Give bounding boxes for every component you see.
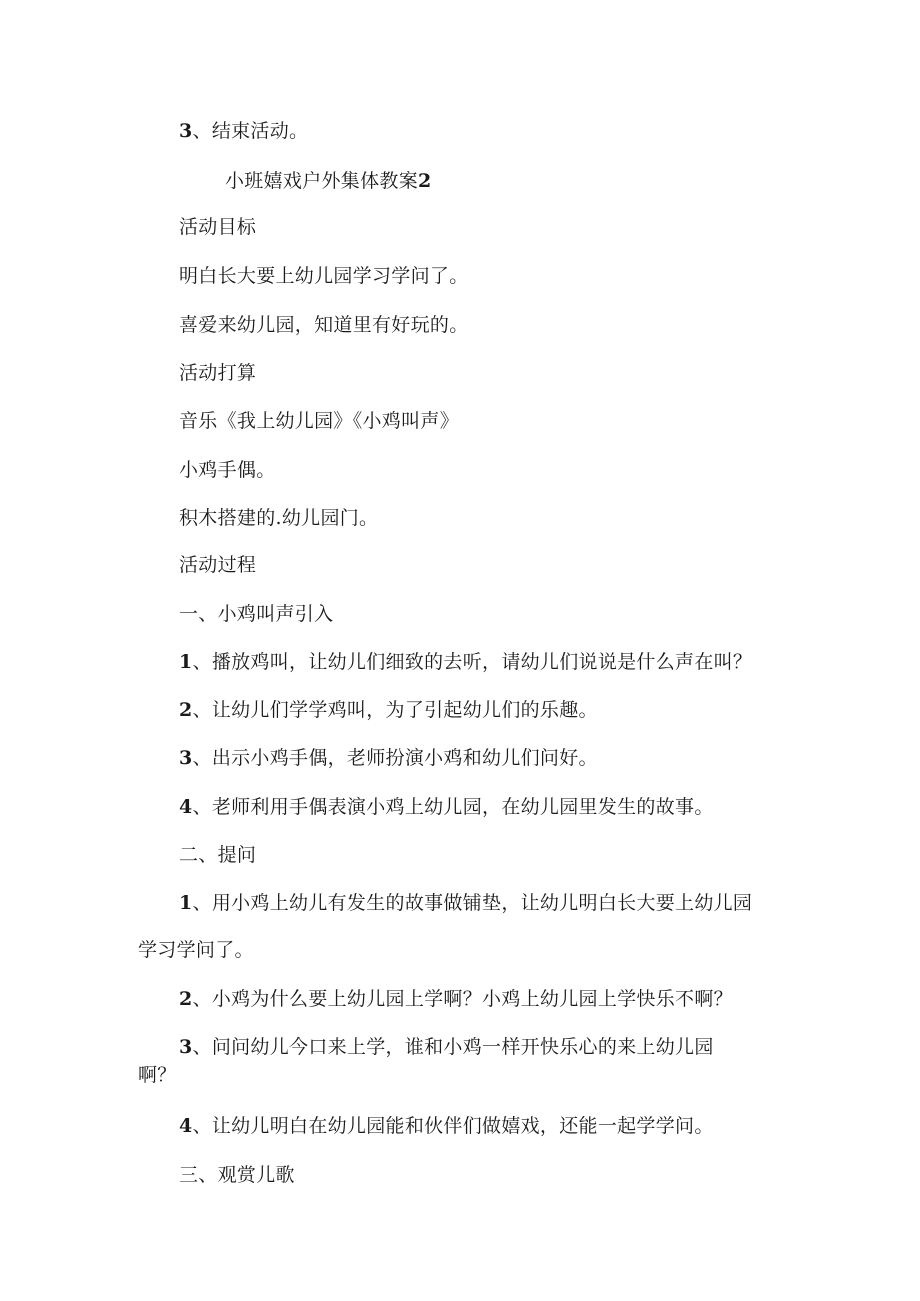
heading: 活动过程 [179,554,257,576]
paragraph: 积木搭建的.幼儿园门。 [179,507,379,529]
paragraph: 小鸡手偶。 [179,459,276,481]
paragraph: 明白长大要上幼儿园学习学问了。 [179,265,469,287]
paragraph: 喜爱来幼儿园，知道里有好玩的。 [179,314,469,336]
item-number: 3 [179,1036,193,1058]
title-text: 小班嬉戏户外集体教案 [225,170,419,192]
subheading: 一、小鸡叫声引入 [179,603,334,625]
paragraph: 音乐《我上幼儿园》《小鸡叫声》 [179,410,460,432]
list-item [179,891,752,915]
item-number: 4 [179,796,193,818]
list-item [179,746,598,770]
item-number: 1 [179,892,193,914]
item-number: 4 [179,1115,193,1137]
list-item [179,1114,714,1138]
title-number: 2 [418,170,432,192]
item-number: 3 [179,120,193,142]
paragraph-text: 、用小鸡上幼儿有发生的故事做铺垫，让幼儿明白长大要上幼儿园 [192,892,753,914]
subheading: 三、观赏儿歌 [179,1164,295,1186]
paragraph-text: 、让幼儿们学学鸡叫，为了引起幼儿们的乐趣。 [192,699,598,721]
paragraph-text: 、小鸡为什么要上幼儿园上学啊？小鸡上幼儿园上学快乐不啊？ [192,988,733,1010]
list-item [179,795,714,819]
item-number: 2 [179,988,193,1010]
paragraph-text: 、播放鸡叫，让幼儿们细致的去听，请幼儿们说说是什么声在叫？ [192,651,753,673]
item-number: 2 [179,699,193,721]
list-item [179,1035,714,1059]
paragraph [179,119,308,143]
subheading: 二、提问 [179,844,257,866]
item-number: 3 [179,747,193,769]
section-title [225,169,432,193]
paragraph-text: 、问问幼儿今口来上学，谁和小鸡一样开快乐心的来上幼儿园 [192,1036,714,1058]
list-item [179,650,752,674]
paragraph-continuation: 学习学问了。 [138,939,254,961]
heading: 活动目标 [179,216,257,238]
paragraph-continuation: 啊？ [138,1064,177,1086]
item-number: 1 [179,651,193,673]
paragraph-text: 、老师利用手偶表演小鸡上幼儿园，在幼儿园里发生的故事。 [192,796,714,818]
paragraph-text: 、出示小鸡手偶，老师扮演小鸡和幼儿们问好。 [192,747,598,769]
paragraph-text: 、让幼儿明白在幼儿园能和伙伴们做嬉戏，还能一起学学问。 [192,1115,714,1137]
heading: 活动打算 [179,362,257,384]
list-item [179,987,733,1011]
list-item [179,698,598,722]
paragraph-text: 、结束活动。 [192,120,309,142]
